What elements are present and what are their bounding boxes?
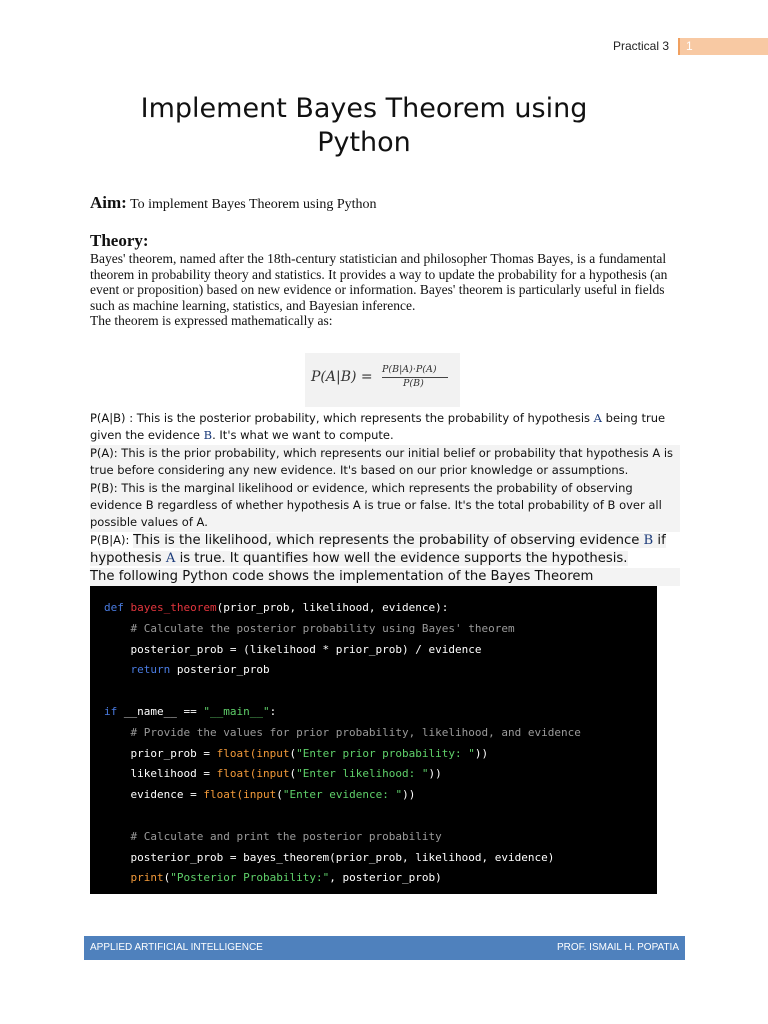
footer-author: PROF. ISMAIL H. POPATIA [556, 942, 679, 953]
page-header [0, 38, 768, 56]
formula-numerator: P(B|A)·P(A) [382, 364, 437, 375]
document-title: Implement Bayes Theorem using Python [140, 93, 588, 158]
code-intro: The following Python code shows the implementation of the Bayes Theorem [90, 568, 680, 586]
theory-body [90, 251, 680, 329]
definitions-section [90, 410, 680, 586]
code-text: def bayes_theorem(prior_prob, likelihood, evidence): # Calculate the posterior probability using Bayes' theorem posterior_prob = (likelihood * prior_prob) / evidence return posterior_prob if __name__ == "__main__": # Provide the values for prior probability, likelihood, and evidence prior_prob = float(input("Enter prior probability: ")) likelihood = float(input("Enter likelihood: ")) evidence = float(input("Enter evidence: ")) # Calculate and print the posterior probability posterior_prob = bayes_theorem(prior_prob, likelihood, evidence) print("Posterior Probability:", posterior_prob) [104, 601, 581, 885]
header-practical-label: Practical 3 [612, 39, 669, 53]
aim-label: Aim: [90, 193, 127, 212]
likelihood-definition: P(B|A): This is the likelihood, which represents the probability of observing evidence B if hypothesis A is true. It quantifies how well the evidence supports the hypothesis. [90, 532, 666, 566]
formula-lhs: P(A|B) = [311, 369, 373, 385]
bayes-formula-image [305, 353, 460, 407]
prior-definition: P(A): This is the prior probability, which represents our initial belief or probability that hypothesis A is true before considering any new evidence. It's based on our prior knowledge or assumptions. [90, 445, 680, 480]
theory-expressed: The theorem is expressed mathematically as: [90, 313, 333, 328]
page-footer [84, 936, 685, 960]
code-block [90, 586, 657, 894]
aim-text: To implement Bayes Theorem using Python [130, 197, 377, 212]
page-number: 1 [686, 39, 693, 53]
theory-heading: Theory: [90, 231, 149, 250]
formula-denominator: P(B) [403, 378, 424, 389]
aim-section [90, 193, 377, 213]
theory-paragraph: Bayes' theorem, named after the 18th-century statistician and philosopher Thomas Bayes, is a fundamental theorem in probability theory and statistics. It provides a way to update the probability for a hypothesis (an event or proposition) based on new evidence or information. Bayes' theorem is particularly useful in fields such as machine learning, statistics, and Bayesian inference. [90, 251, 668, 313]
posterior-definition: P(A|B) : This is the posterior probability, which represents the probability of hypothesis A being true given the evidence B. It's what we want to compute. [90, 411, 666, 443]
page-number-box [678, 38, 768, 55]
footer-course: APPLIED ARTIFICIAL INTELLIGENCE [90, 942, 263, 953]
marginal-definition: P(B): This is the marginal likelihood or evidence, which represents the probability of observing evidence B regardless of whether hypothesis A is true or false. It's the total probability of B over all possible values of A. [90, 480, 680, 532]
